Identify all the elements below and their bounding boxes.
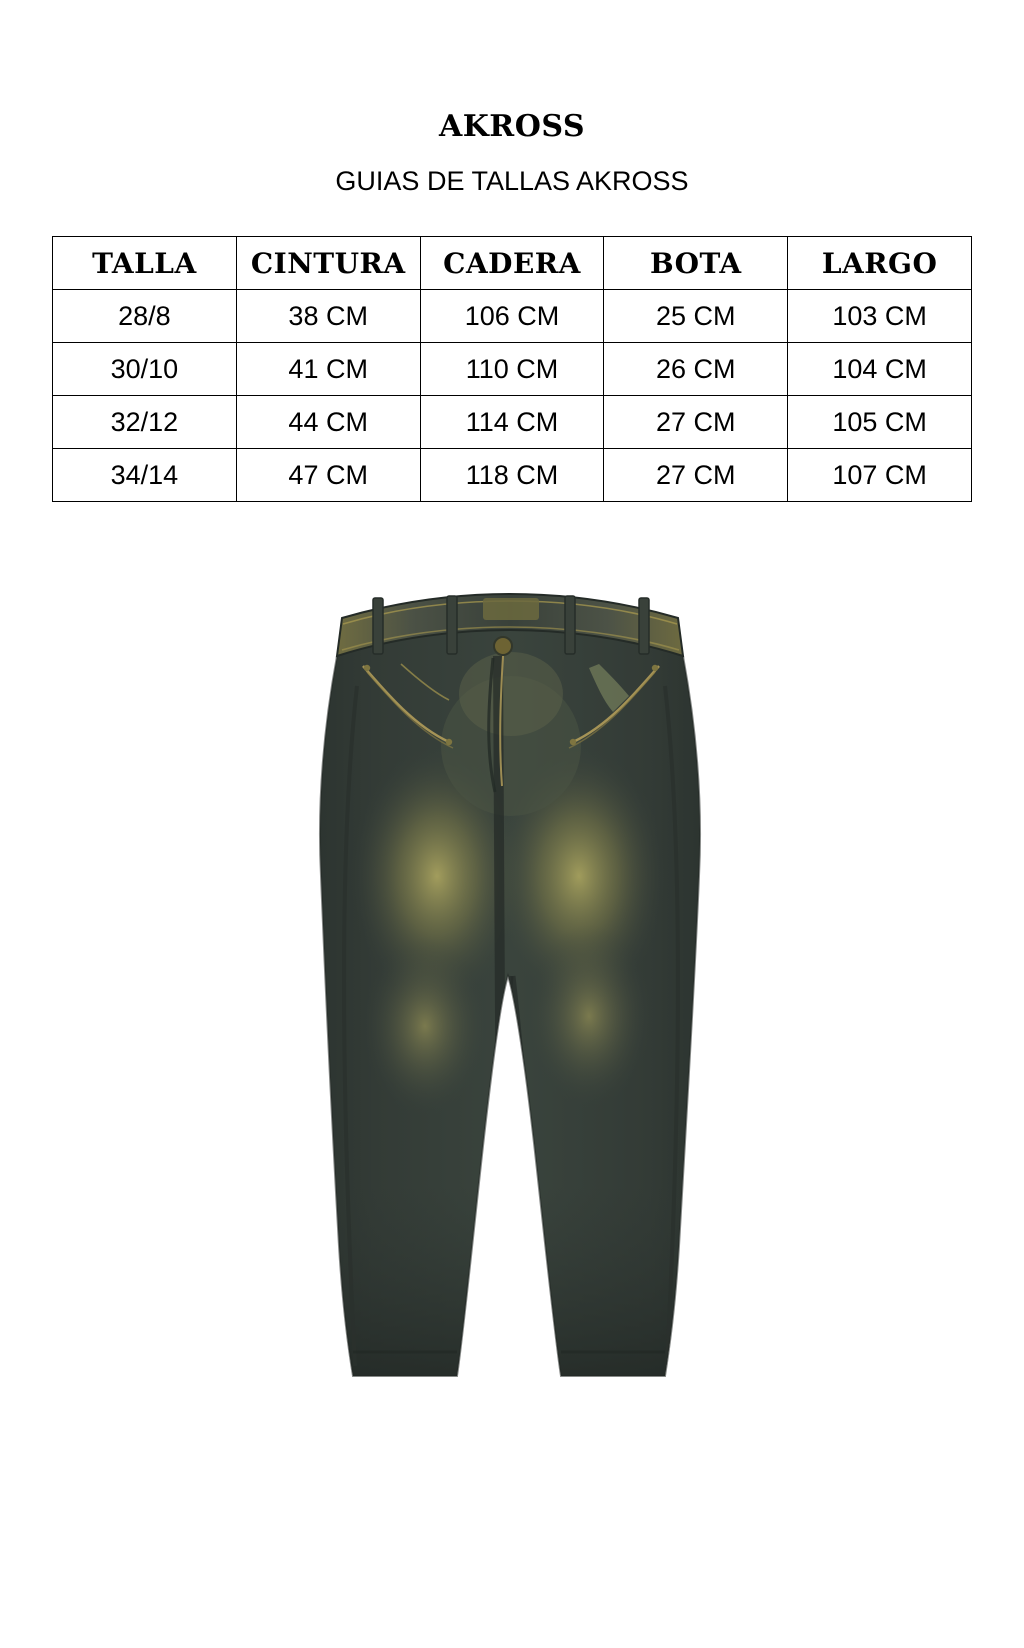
cell-bota: 27 CM (604, 449, 788, 502)
cell-cadera: 106 CM (420, 290, 604, 343)
cell-cintura: 44 CM (236, 396, 420, 449)
column-header-largo: LARGO (788, 237, 972, 290)
column-header-cadera: CADERA (420, 237, 604, 290)
cell-largo: 104 CM (788, 343, 972, 396)
cell-talla: 30/10 (53, 343, 237, 396)
column-header-cintura: CINTURA (236, 237, 420, 290)
cell-talla: 34/14 (53, 449, 237, 502)
cell-cadera: 114 CM (420, 396, 604, 449)
cell-cintura: 41 CM (236, 343, 420, 396)
table-header-row (53, 237, 972, 290)
size-guide-page (0, 109, 1024, 1648)
column-header-bota: BOTA (604, 237, 788, 290)
table-row (53, 449, 972, 502)
cell-largo: 103 CM (788, 290, 972, 343)
cell-cadera: 110 CM (420, 343, 604, 396)
cell-bota: 26 CM (604, 343, 788, 396)
cell-bota: 27 CM (604, 396, 788, 449)
size-table (52, 236, 972, 502)
size-table-head (53, 237, 972, 290)
table-row (53, 290, 972, 343)
size-table-container (52, 236, 972, 502)
size-table-body (53, 290, 972, 502)
cell-talla: 28/8 (53, 290, 237, 343)
column-header-talla: TALLA (53, 237, 237, 290)
table-row (53, 343, 972, 396)
jeans-button (494, 637, 512, 655)
table-row (53, 396, 972, 449)
cell-talla: 32/12 (53, 396, 237, 449)
product-image-area (0, 546, 1024, 1426)
cell-largo: 107 CM (788, 449, 972, 502)
cell-largo: 105 CM (788, 396, 972, 449)
baggy-jeans-photo (297, 546, 727, 1406)
cell-cadera: 118 CM (420, 449, 604, 502)
jeans-body (297, 606, 727, 1406)
cell-cintura: 38 CM (236, 290, 420, 343)
brand-title: AKROSS (438, 109, 586, 144)
cell-bota: 25 CM (604, 290, 788, 343)
page-subtitle: GUIAS DE TALLAS AKROSS (335, 166, 689, 196)
cell-cintura: 47 CM (236, 449, 420, 502)
